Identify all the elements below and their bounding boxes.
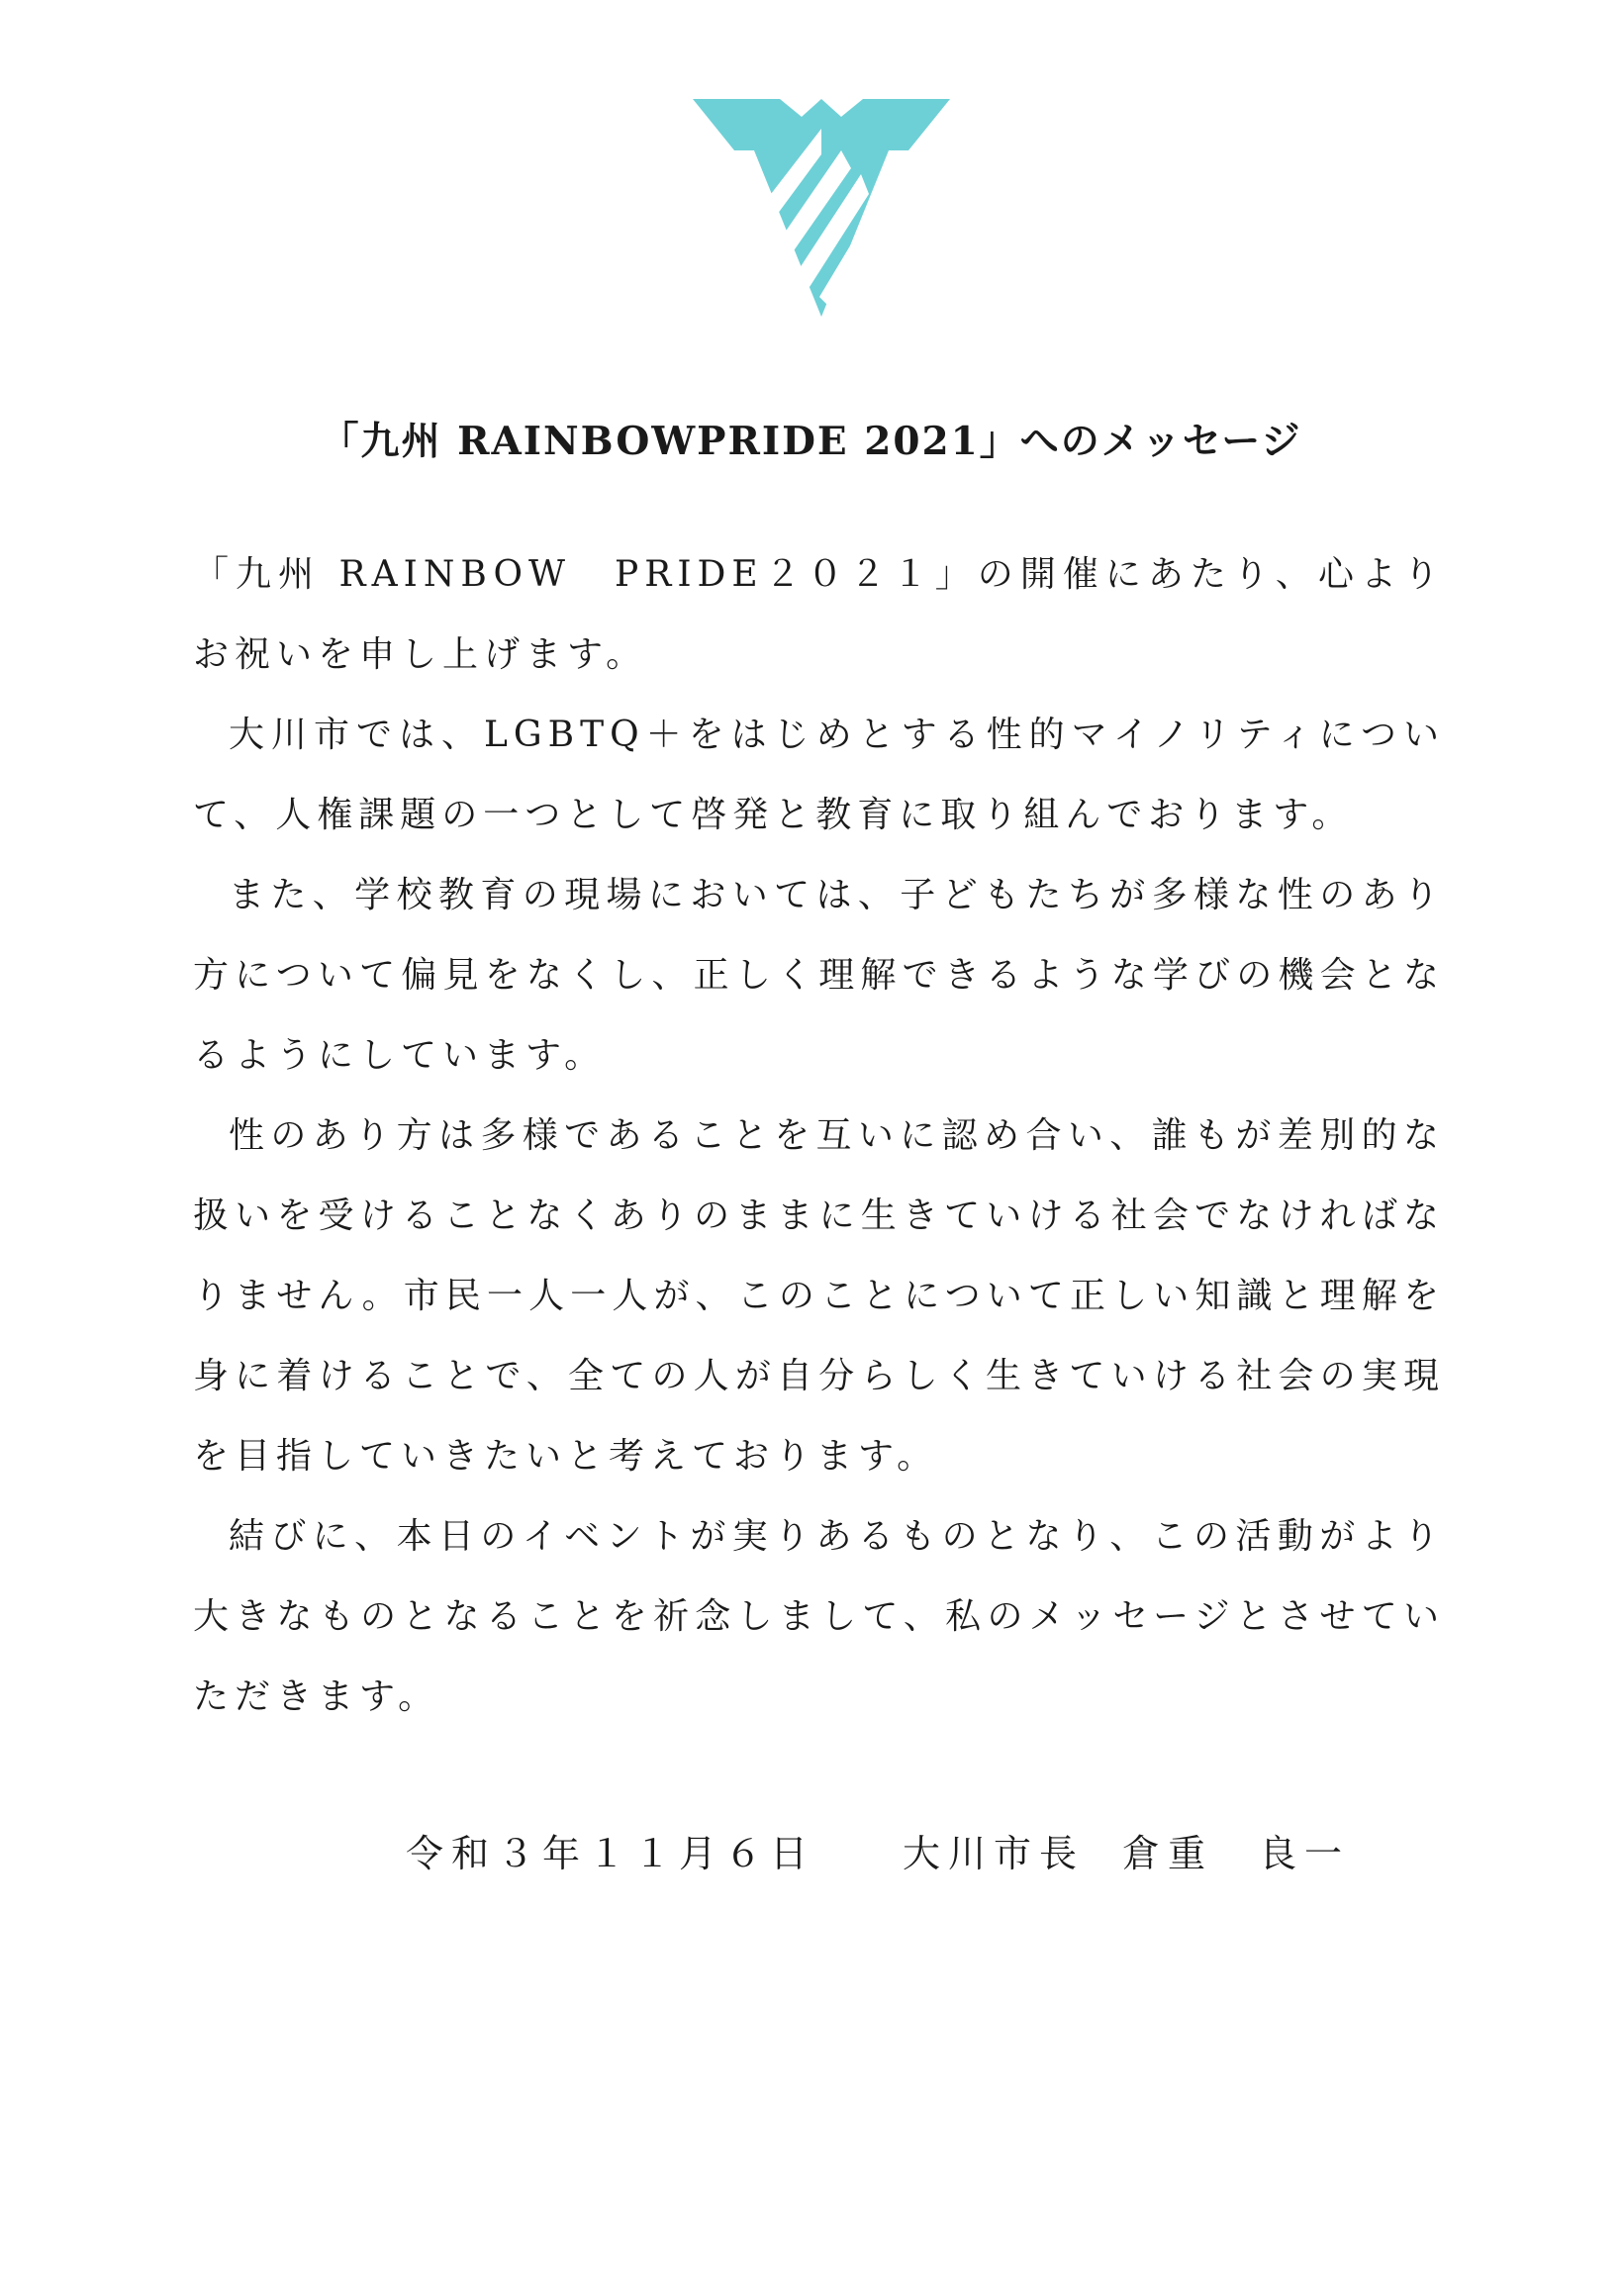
signer-name: 倉重 良一 <box>1122 1832 1351 1875</box>
paragraph-opening: 「九州 RAINBOW PRIDE２０２１」の開催にあたり、心よりお祝いを申し上げます。 <box>193 554 1445 675</box>
paragraph-diversity: 性のあり方は多様であることを互いに認め合い、誰もが差別的な扱いを受けることなくありのままに生きていける社会でなければなりません。市民一人一人が、このことについて正しい知識と理解を身に着けることで、全ての人が自分らしく生きていける社会の実現を目指していきたいと考えております。 <box>193 1115 1445 1477</box>
document-title: 「九州 RAINBOWPRIDE 2021」へのメッセージ <box>320 419 1302 464</box>
city-emblem-icon <box>693 99 950 317</box>
signer <box>903 1823 1350 1877</box>
signer-position: 大川市長 <box>903 1832 1086 1875</box>
paragraph-school-education: また、学校教育の現場においては、子どもたちが多様な性のあり方について偏見をなくし、正しく理解できるような学びの機会となるようにしています。 <box>193 875 1445 1076</box>
paragraph-city-efforts: 大川市では、LGBTQ＋をはじめとする性的マイノリティについて、人権課題の一つとして啓発と教育に取り組んでおります。 <box>193 715 1445 835</box>
message-body <box>193 534 1445 1737</box>
signature-date: 令和３年１１月６日 <box>406 1832 816 1875</box>
paragraph-closing: 結びに、本日のイベントが実りあるものとなり、この活動がより大きなものとなることを祈念しまして、私のメッセージとさせていただきます。 <box>193 1516 1445 1717</box>
